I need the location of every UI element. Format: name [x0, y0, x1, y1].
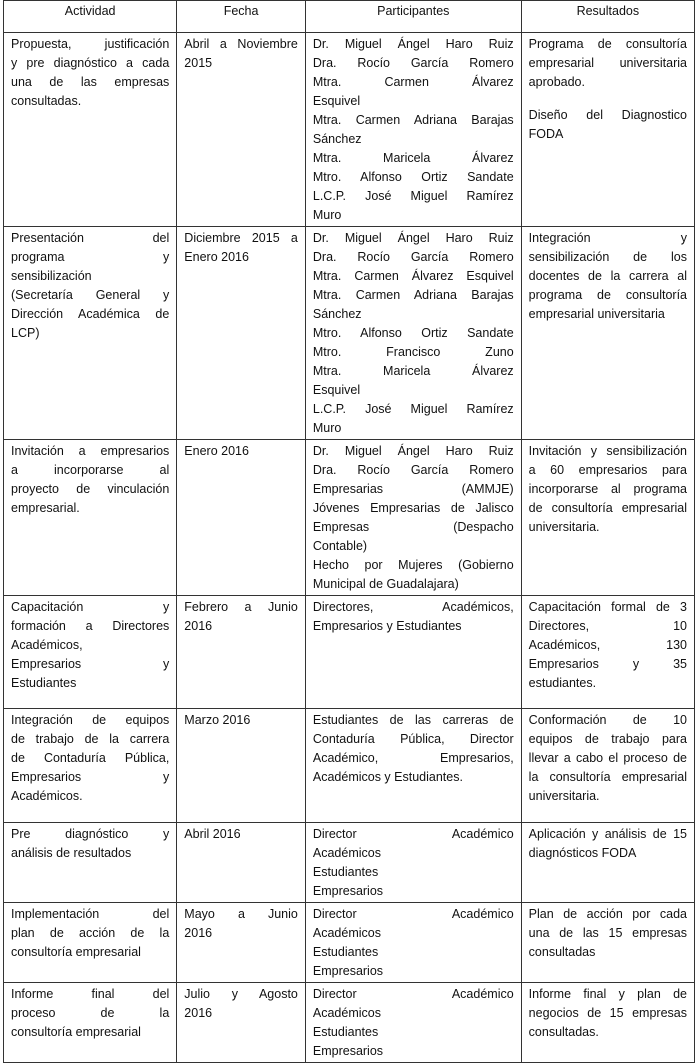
cell-line: Mtro. Francisco Zuno: [312, 345, 514, 359]
cell-line: 2016: [184, 1006, 213, 1020]
cell-line: 2016: [184, 619, 213, 633]
cell-line: a incorporarse al: [11, 463, 170, 477]
cell-line: una de las 15 empresas: [528, 926, 687, 940]
cell-line: Académicos, 130: [528, 638, 687, 652]
cell-line: Informe final y plan de: [528, 987, 687, 1001]
cell-line: Sánchez: [312, 132, 362, 146]
cell-line: Estudiantes: [312, 865, 379, 879]
cell-line: Empresarios y 35: [528, 657, 687, 671]
cell-line: Informe final del: [11, 987, 170, 1001]
cell-line: de Contaduría Pública,: [11, 751, 170, 765]
cell-line: Abril a Noviembre: [184, 37, 298, 51]
cell-line: formación a Directores: [11, 619, 170, 633]
cell-line: programa y: [11, 250, 170, 264]
cell-line: Jóvenes Empresarias de Jalisco: [312, 501, 514, 515]
cell-line: Estudiantes de las carreras de: [312, 713, 514, 727]
cell-actividad: [4, 709, 177, 823]
cell-actividad: [4, 596, 177, 709]
cell-line: Municipal de Guadalajara): [312, 577, 459, 591]
cell-line: Julio y Agosto: [184, 987, 298, 1001]
cell-line: la consultoría empresarial: [528, 770, 687, 784]
cell-fecha: [177, 983, 306, 1063]
cell-line: de trabajo de la carrera: [11, 732, 170, 746]
cell-resultados: [521, 596, 694, 709]
cell-fecha: [177, 709, 306, 823]
cell-fecha: [177, 440, 306, 596]
header-participantes: Participantes: [305, 1, 521, 33]
cell-line: Académicos: [312, 846, 381, 860]
cell-line: Hecho por Mujeres (Gobierno: [312, 558, 514, 572]
table-row: [4, 440, 695, 596]
cell-actividad: [4, 33, 177, 227]
cell-fecha: [177, 33, 306, 227]
cell-participantes: [305, 596, 521, 709]
cell-line: aprobado.: [528, 75, 585, 89]
cell-line: Estudiantes: [11, 676, 77, 690]
cell-line: Capacitación formal de 3: [528, 600, 687, 614]
cell-participantes: [305, 823, 521, 903]
cell-line: Empresarios: [312, 884, 384, 898]
cell-line: Estudiantes: [312, 945, 379, 959]
cell-line: sensibilización: [11, 269, 92, 283]
cell-line: consultadas: [528, 945, 596, 959]
cell-line: Dr. Miguel Ángel Haro Ruiz: [312, 444, 514, 458]
cell-line: Mtro. Alfonso Ortiz Sandate: [312, 170, 514, 184]
cell-participantes: [305, 983, 521, 1063]
header-fecha: Fecha: [177, 1, 306, 33]
cell-line: Mtra. Maricela Álvarez: [312, 151, 514, 165]
cell-participantes: [305, 903, 521, 983]
cell-line: Dra. Rocío García Romero: [312, 56, 514, 70]
cell-line: Académicos: [312, 926, 381, 940]
cell-line: Mtra. Maricela Álvarez: [312, 364, 514, 378]
cell-line: Diciembre 2015 a: [184, 231, 298, 245]
cell-line: Enero 2016: [184, 250, 249, 264]
cell-line: Plan de acción por cada: [528, 907, 687, 921]
cell-actividad: [4, 903, 177, 983]
cell-line: incorporarse al programa: [528, 482, 687, 496]
cell-line: Mayo a Junio: [184, 907, 298, 921]
cell-line: Empresarios y: [11, 657, 170, 671]
header-resultados: Resultados: [521, 1, 694, 33]
cell-line: Director Académico: [312, 827, 514, 841]
cell-actividad: [4, 440, 177, 596]
cell-line: Estudiantes: [312, 1025, 379, 1039]
cell-line: Sánchez: [312, 307, 362, 321]
cell-line: Empresas (Despacho: [312, 520, 514, 534]
cell-line: Contaduría Pública, Director: [312, 732, 514, 746]
header-actividad: Actividad: [4, 1, 177, 33]
cell-line: FODA: [528, 127, 564, 141]
cell-line: Presentación del: [11, 231, 170, 245]
cell-line: análisis de resultados: [11, 846, 132, 860]
cell-line: Invitación y sensibilización: [528, 444, 687, 458]
cell-actividad: [4, 227, 177, 440]
table-body: [4, 33, 695, 1063]
cell-line: Empresarios: [312, 1044, 384, 1058]
cell-line: Aplicación y análisis de 15: [528, 827, 687, 841]
cell-line: Académicos,: [11, 638, 83, 652]
cell-actividad: [4, 823, 177, 903]
table-row: [4, 823, 695, 903]
cell-line: Académicos.: [11, 789, 83, 803]
cell-line: a 60 empresarios para: [528, 463, 687, 477]
cell-line: consultoría empresarial: [11, 1025, 141, 1039]
cell-line: Propuesta, justificación: [11, 37, 170, 51]
cell-resultados: [521, 440, 694, 596]
cell-line: Académicos: [312, 1006, 381, 1020]
cell-line: Dra. Rocío García Romero: [312, 250, 514, 264]
cell-line: LCP): [11, 326, 40, 340]
cell-line: una de las empresas: [11, 75, 170, 89]
cell-line: Dr. Miguel Ángel Haro Ruiz: [312, 231, 514, 245]
cell-participantes: [305, 709, 521, 823]
cell-line: Empresarios y: [11, 770, 170, 784]
cell-line: Dra. Rocío García Romero: [312, 463, 514, 477]
cell-line: Directores, 10: [528, 619, 687, 633]
cell-line: Esquivel: [312, 383, 361, 397]
cell-fecha: [177, 903, 306, 983]
cell-line: sensibilización de los: [528, 250, 687, 264]
cell-line: diagnósticos FODA: [528, 846, 637, 860]
cell-line: negocios de 15 empresas: [528, 1006, 687, 1020]
cell-line: Muro: [312, 208, 342, 222]
cell-line: consultoría empresarial: [11, 945, 141, 959]
cell-fecha: [177, 227, 306, 440]
cell-line: L.C.P. José Miguel Ramírez: [312, 402, 514, 416]
cell-line: consultadas.: [528, 1025, 599, 1039]
cell-line: Directores, Académicos,: [312, 600, 514, 614]
cell-participantes: [305, 440, 521, 596]
cell-line: Empresarias (AMMJE): [312, 482, 514, 496]
header-row: [4, 1, 695, 33]
cell-line: universitaria.: [528, 789, 600, 803]
cell-line: 2016: [184, 926, 213, 940]
cell-line: Mtra. Carmen Adriana Barajas: [312, 288, 514, 302]
cell-line: consultadas.: [11, 94, 82, 108]
cell-line: Invitación a empresarios: [11, 444, 170, 458]
cell-line: Dr. Miguel Ángel Haro Ruiz: [312, 37, 514, 51]
cell-resultados: [521, 903, 694, 983]
cell-line: empresarial.: [11, 501, 80, 515]
cell-line: Contable): [312, 539, 368, 553]
blank-line: [529, 92, 687, 106]
table-row: [4, 709, 695, 823]
cell-line: Mtra. Carmen Álvarez: [312, 75, 514, 89]
cell-resultados: [521, 33, 694, 227]
table-row: [4, 903, 695, 983]
cell-line: empresarial universitaria: [528, 56, 687, 70]
cell-actividad: [4, 983, 177, 1063]
cell-line: Capacitación y: [11, 600, 170, 614]
cell-resultados: [521, 227, 694, 440]
cell-line: Muro: [312, 421, 342, 435]
cell-fecha: [177, 823, 306, 903]
cell-fecha: [177, 596, 306, 709]
table-row: [4, 33, 695, 227]
cell-line: Integración de equipos: [11, 713, 170, 727]
cell-line: programa de consultoría: [528, 288, 687, 302]
activities-table: [3, 0, 695, 1063]
cell-line: llevar a cabo el proceso de: [528, 751, 687, 765]
cell-line: Director Académico: [312, 987, 514, 1001]
cell-line: Conformación de 10: [528, 713, 687, 727]
table-row: [4, 227, 695, 440]
cell-line: y pre diagnóstico a cada: [11, 56, 170, 70]
cell-line: Abril 2016: [184, 827, 241, 841]
cell-line: plan de acción de la: [11, 926, 170, 940]
cell-line: Dirección Académica de: [11, 307, 170, 321]
cell-line: Esquivel: [312, 94, 361, 108]
cell-line: Integración y: [528, 231, 687, 245]
cell-line: Programa de consultoría: [528, 37, 687, 51]
cell-line: empresarial universitaria: [528, 307, 665, 321]
cell-participantes: [305, 227, 521, 440]
cell-line: proceso de la: [11, 1006, 170, 1020]
cell-line: Mtra. Carmen Álvarez Esquivel: [312, 269, 514, 283]
cell-resultados: [521, 983, 694, 1063]
cell-line: (Secretaría General y: [11, 288, 170, 302]
cell-line: estudiantes.: [528, 676, 597, 690]
table-row: [4, 983, 695, 1063]
cell-line: Mtra. Carmen Adriana Barajas: [312, 113, 514, 127]
cell-resultados: [521, 823, 694, 903]
cell-line: Director Académico: [312, 907, 514, 921]
cell-line: Empresarios y Estudiantes: [312, 619, 462, 633]
cell-line: Pre diagnóstico y: [11, 827, 170, 841]
cell-line: de consultoría empresarial: [528, 501, 687, 515]
cell-line: docentes de la carrera al: [528, 269, 687, 283]
cell-line: Marzo 2016: [184, 713, 251, 727]
cell-line: Mtro. Alfonso Ortiz Sandate: [312, 326, 514, 340]
cell-line: Académico, Empresarios,: [312, 751, 514, 765]
cell-line: universitaria.: [528, 520, 600, 534]
cell-line: Diseño del Diagnostico: [528, 108, 687, 122]
cell-line: L.C.P. José Miguel Ramírez: [312, 189, 514, 203]
cell-line: 2015: [184, 56, 213, 70]
cell-line: Febrero a Junio: [184, 600, 298, 614]
cell-line: Enero 2016: [184, 444, 249, 458]
cell-line: Académicos y Estudiantes.: [312, 770, 463, 784]
table-row: [4, 596, 695, 709]
cell-resultados: [521, 709, 694, 823]
cell-line: Empresarios: [312, 964, 384, 978]
cell-participantes: [305, 33, 521, 227]
cell-line: equipos de trabajo para: [528, 732, 687, 746]
cell-line: proyecto de vinculación: [11, 482, 170, 496]
cell-line: Implementación del: [11, 907, 170, 921]
